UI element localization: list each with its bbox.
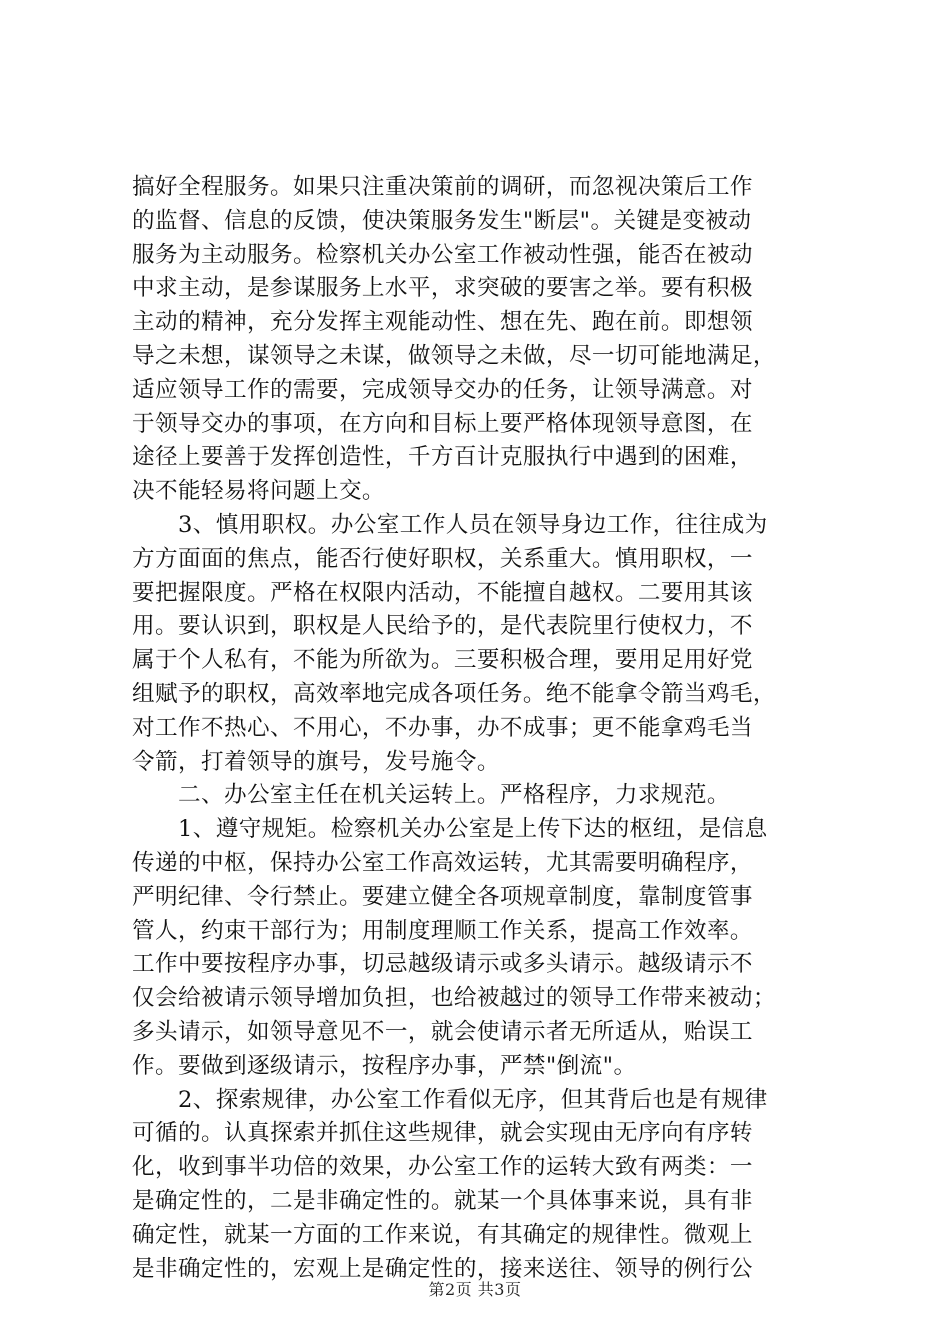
text-line: 化，收到事半功倍的效果，办公室工作的运转大致有两类：一 (132, 1154, 753, 1181)
text-line: 用。要认识到，职权是人民给予的，是代表院里行使权力，不 (132, 613, 753, 640)
text-line: 1、遵守规矩。检察机关办公室是上传下达的枢纽，是信息 (178, 816, 768, 843)
body-text (132, 171, 822, 1286)
text-line: 主动的精神，充分发挥主观能动性、想在先、跑在前。即想领 (132, 309, 753, 336)
text-line: 要把握限度。严格在权限内活动，不能擅自越权。二要用其该 (132, 579, 753, 606)
text-line: 工作中要按程序办事，切忌越级请示或多头请示。越级请示不 (132, 951, 753, 978)
text-line: 作。要做到逐级请示，按程序办事，严禁"倒流"。 (132, 1052, 637, 1079)
text-line: 管人，约束干部行为；用制度理顺工作关系，提高工作效率。 (132, 917, 753, 944)
text-line: 2、探索规律，办公室工作看似无序，但其背后也是有规律 (178, 1086, 768, 1113)
text-line: 适应领导工作的需要，完成领导交办的任务，让领导满意。对 (132, 376, 753, 403)
text-line: 3、慎用职权。办公室工作人员在领导身边工作，往往成为 (178, 511, 768, 538)
text-line: 决不能轻易将问题上交。 (132, 478, 385, 505)
text-line: 组赋予的职权，高效率地完成各项任务。绝不能拿令箭当鸡毛， (132, 680, 776, 707)
text-line: 属于个人私有，不能为所欲为。三要积极合理，要用足用好党 (132, 647, 753, 674)
text-line: 中求主动，是参谋服务上水平，求突破的要害之举。要有积极 (132, 275, 753, 302)
page-footer: 第2页 共3页 (428, 1280, 522, 1299)
text-line: 是非确定性的，宏观上是确定性的，接来送往、领导的例行公 (132, 1255, 753, 1282)
text-line: 的监督、信息的反馈，使决策服务发生"断层"。关键是变被动 (132, 207, 752, 234)
text-line: 是确定性的，二是非确定性的。就某一个具体事来说，具有非 (132, 1187, 753, 1214)
text-line: 多头请示，如领导意见不一，就会使请示者无所适从，贻误工 (132, 1018, 753, 1045)
text-line: 途径上要善于发挥创造性，千方百计克服执行中遇到的困难， (132, 444, 753, 471)
text-line: 于领导交办的事项，在方向和目标上要严格体现领导意图，在 (132, 410, 753, 437)
text-line: 确定性，就某一方面的工作来说，有其确定的规律性。微观上 (132, 1221, 753, 1248)
text-line: 仅会给被请示领导增加负担，也给被越过的领导工作带来被动； (132, 985, 776, 1012)
text-line: 对工作不热心、不用心，不办事，办不成事；更不能拿鸡毛当 (132, 714, 753, 741)
text-line: 二、办公室主任在机关运转上。严格程序，力求规范。 (178, 782, 730, 809)
text-line: 方方面面的焦点，能否行使好职权，关系重大。慎用职权，一 (132, 545, 753, 572)
text-line: 服务为主动服务。检察机关办公室工作被动性强，能否在被动 (132, 241, 753, 268)
text-line: 可循的。认真探索并抓住这些规律，就会实现由无序向有序转 (132, 1120, 753, 1147)
text-line: 搞好全程服务。如果只注重决策前的调研，而忽视决策后工作 (132, 174, 753, 200)
text-line: 传递的中枢，保持办公室工作高效运转，尤其需要明确程序， (132, 849, 753, 876)
text-line: 导之未想，谋领导之未谋，做领导之未做，尽一切可能地满足， (132, 342, 776, 369)
text-line: 令箭，打着领导的旗号，发号施令。 (132, 748, 500, 775)
text-line: 严明纪律、令行禁止。要建立健全各项规章制度，靠制度管事 (132, 883, 753, 910)
